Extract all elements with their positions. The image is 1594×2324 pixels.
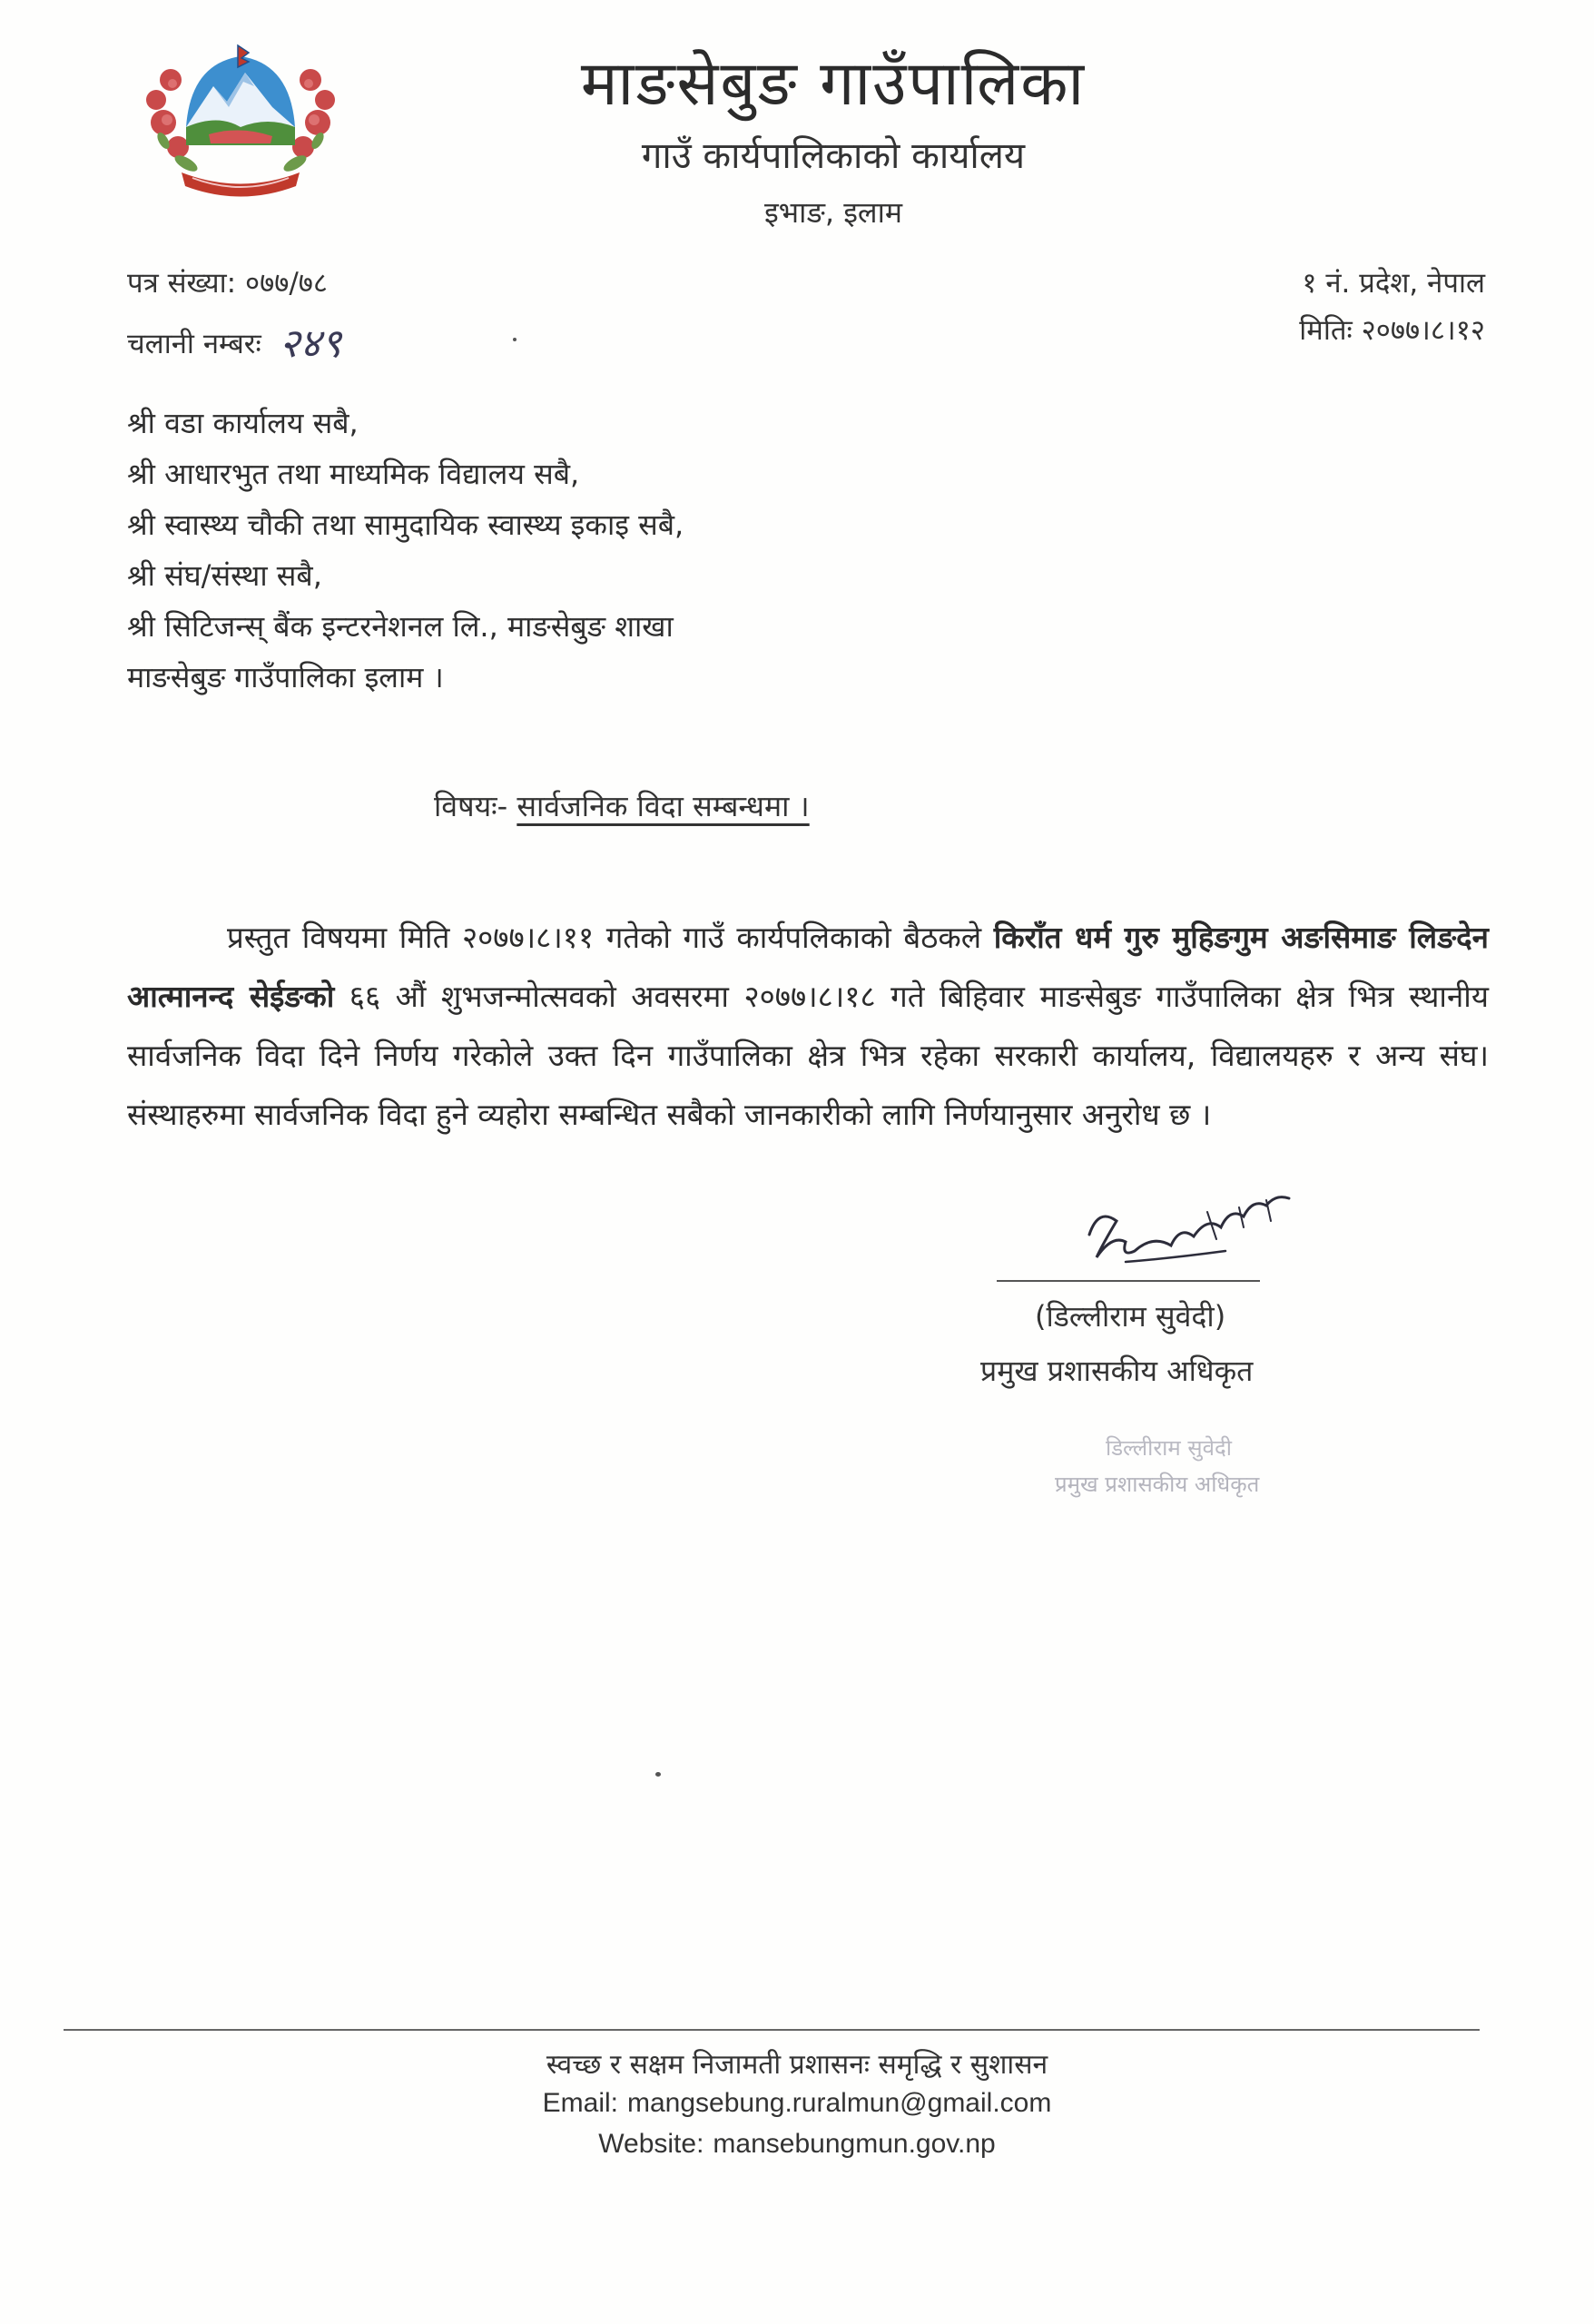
subject-line [434, 786, 810, 825]
body-paragraph [127, 908, 1489, 1144]
website-label: Website: [598, 2129, 704, 2159]
stamp-name: डिल्लीराम सुवेदी [1106, 1435, 1232, 1461]
recipient-item: श्री स्वास्थ्य चौकी तथा सामुदायिक स्वास्थ्य इकाइ सबै, [127, 507, 684, 542]
date-value: २०७७।८।१२ [1361, 314, 1485, 347]
body-text-bold: किराँत धर्म गुरु मुहिङगुम अङसिमाङ लिङदेन आत्मानन्द सेईङको [127, 920, 1489, 1014]
letter-number-value: ०७७/७८ [244, 267, 329, 300]
footer-divider [64, 2029, 1480, 2031]
body-text-part2: ६६ औं शुभजन्मोत्सवको अवसरमा २०७७।८।१८ गते बिहिवार माङसेबुङ गाउँपालिका क्षेत्र भित्र स्थानीय सार्वजनिक विदा दिने निर्णय गरेकोले उक्त दिन गाउँपालिका क्षेत्र भित्र रहेका सरकारी कार्यालय, विद्यालयहरु र अन्य संघ।संस्थाहरुमा सार्वजनिक विदा हुने व्यहोरा सम्बन्धित सबैको जानकारीको लागि निर्णयानुसार अनुरोध छ । [127, 979, 1489, 1132]
recipient-item: माङसेबुङ गाउँपालिका इलाम । [127, 660, 444, 694]
email-address: mangsebung.ruralmun@gmail.com [627, 2088, 1052, 2118]
recipient-item: श्री आधारभुत तथा माध्यमिक विद्यालय सबै, [127, 457, 580, 491]
scan-speck [513, 338, 517, 341]
signature-line [997, 1280, 1260, 1282]
body-text-part1: प्रस्तुत विषयमा मिति २०७७।८।११ गतेको गाउँ कार्यपलिकाको बैठकले [227, 920, 982, 955]
signatory-name: (डिल्लीराम सुवेदी) [1035, 1299, 1226, 1334]
scan-speck [655, 1772, 661, 1777]
subject-label: विषयः- [434, 789, 508, 823]
date-line [1299, 310, 1485, 349]
footer-email [0, 2088, 1594, 2119]
recipient-list [127, 398, 684, 703]
footer-website [0, 2129, 1594, 2160]
handwritten-signature-icon [1071, 1171, 1316, 1294]
website-address: mansebungmun.gov.np [713, 2129, 996, 2159]
footer-motto: स्वच्छ र सक्षम निजामती प्रशासनः समृद्धि र सुशासन [546, 2049, 1048, 2081]
office-subtitle: गाउँ कार्यपालिकाको कार्यालय [641, 135, 1026, 177]
dispatch-number [127, 310, 341, 365]
office-location: इभाङ, इलाम [763, 195, 903, 230]
province-line: १ नं. प्रदेश, नेपाल [1302, 267, 1485, 300]
letter-number-label: पत्र संख्या: [127, 267, 237, 300]
recipient-item: श्री सिटिजन्स् बैंक इन्टरनेशनल लि., माङसेबुङ शाखा [127, 609, 674, 644]
signatory-title: प्रमुख प्रशासकीय अधिकृत [980, 1354, 1254, 1388]
dispatch-number-label: चलानी नम्बरः [127, 328, 261, 360]
subject-text: सार्वजनिक विदा सम्बन्धमा । [517, 789, 810, 823]
municipality-title: माङसेबुङ गाउँपालिका [580, 48, 1087, 120]
recipient-item: श्री वडा कार्यालय सबै, [127, 406, 359, 440]
email-label: Email: [542, 2088, 618, 2118]
stamp-title: प्रमुख प्रशासकीय अधिकृत [1055, 1472, 1260, 1497]
date-label: मितिः [1299, 314, 1353, 347]
recipient-item: श्री संघ/संस्था सबै, [127, 558, 322, 593]
letter-number [127, 263, 328, 301]
dispatch-number-value: २४९ [279, 320, 342, 367]
